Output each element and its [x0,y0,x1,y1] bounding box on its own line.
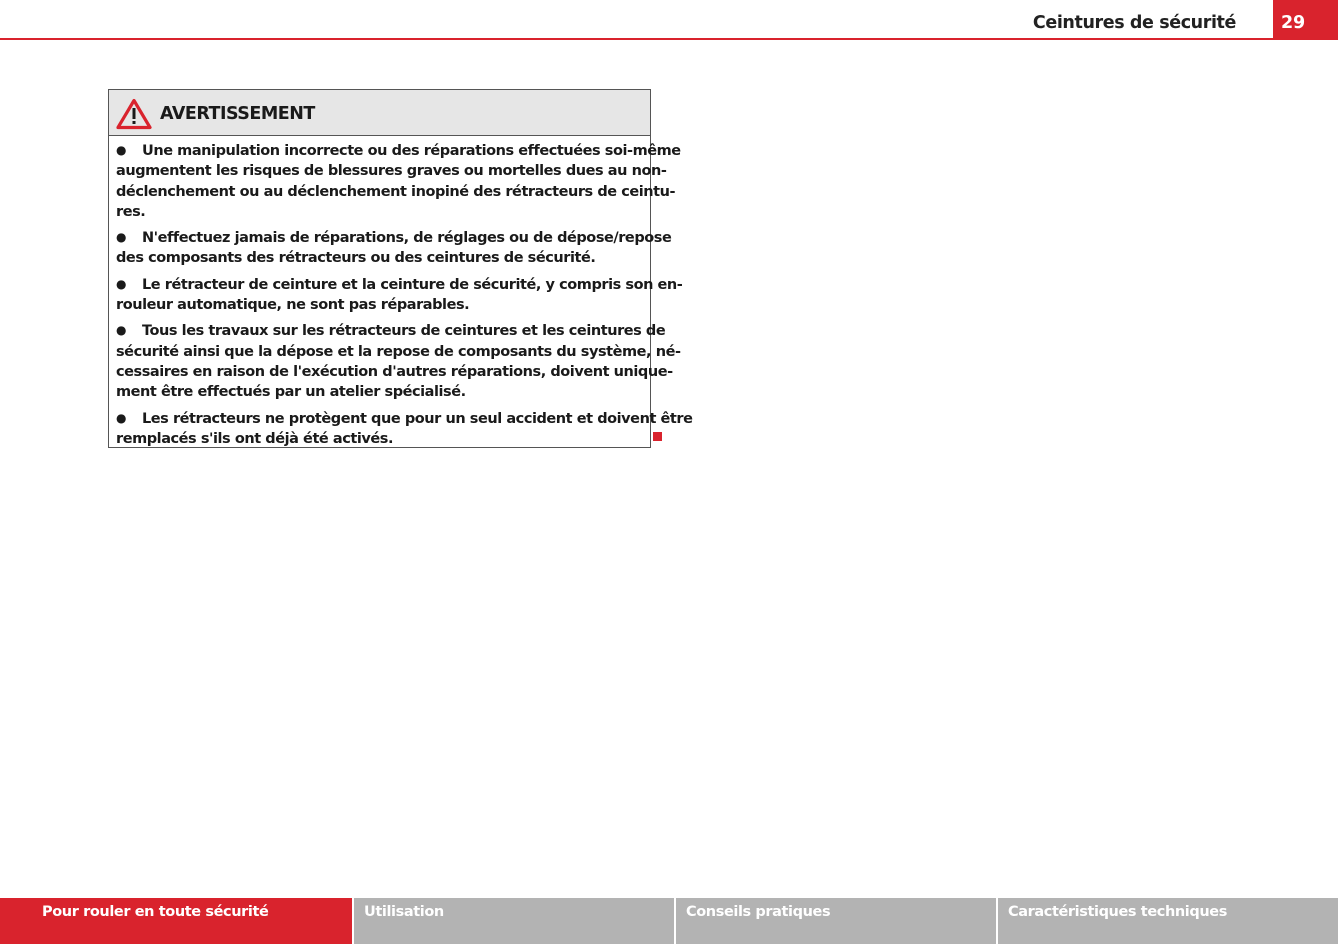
warning-line: ● Tous les travaux sur les rétracteurs de ceintures et les ceintures de [116,320,642,341]
warning-header [109,90,650,136]
warning-line: ● Le rétracteur de ceinture et la ceinture de sécurité, y compris son en- [116,274,642,295]
warning-item [116,320,681,402]
warning-item [116,140,681,222]
warning-line: ment être effectués par un atelier spécialisé. [116,384,466,401]
warning-line: cessaires en raison de l'exécution d'autres réparations, doivent unique- [116,363,673,380]
section-title: Ceintures de sécurité [1032,13,1236,33]
footer-tab-utilisation[interactable]: Utilisation [354,898,674,944]
footer-tab-safety[interactable]: Pour rouler en toute sécurité [0,898,352,944]
bullet-icon: ● [116,323,127,338]
warning-line: rouleur automatique, ne sont pas réparables. [116,297,470,314]
warning-line: ● Une manipulation incorrecte ou des réparations effectuées soi-même [116,140,642,161]
bullet-icon: ● [116,276,127,291]
warning-item [116,408,693,450]
warning-item [116,274,683,316]
warning-body [109,136,693,449]
header-rule [0,38,1338,40]
bullet-icon: ● [116,410,127,425]
footer-tab-conseils[interactable]: Conseils pratiques [676,898,996,944]
warning-line: ● Les rétracteurs ne protègent que pour un seul accident et doivent être [116,408,642,429]
warning-line: des composants des rétracteurs ou des ceintures de sécurité. [116,250,596,267]
warning-line: remplacés s'ils ont déjà été activés. [116,430,394,447]
warning-line: res. [116,203,146,220]
warning-item [116,227,672,269]
page-number: 29 [1273,0,1338,40]
warning-box [108,89,693,448]
end-of-section-marker [653,432,662,441]
warning-triangle-icon [116,98,152,130]
warning-line: déclenchement ou au déclenchement inopiné des rétracteurs de ceintu- [116,183,676,200]
footer-tab-caracteristiques[interactable]: Caractéristiques techniques [998,898,1338,944]
bullet-icon: ● [116,143,127,157]
bullet-icon: ● [116,230,127,245]
warning-line: sécurité ainsi que la dépose et la repose de composants du système, né- [116,343,681,360]
warning-line: augmentent les risques de blessures graves ou mortelles dues au non- [116,163,667,180]
warning-line: ● N'effectuez jamais de réparations, de réglages ou de dépose/repose [116,227,642,248]
warning-title: AVERTISSEMENT [160,104,315,124]
